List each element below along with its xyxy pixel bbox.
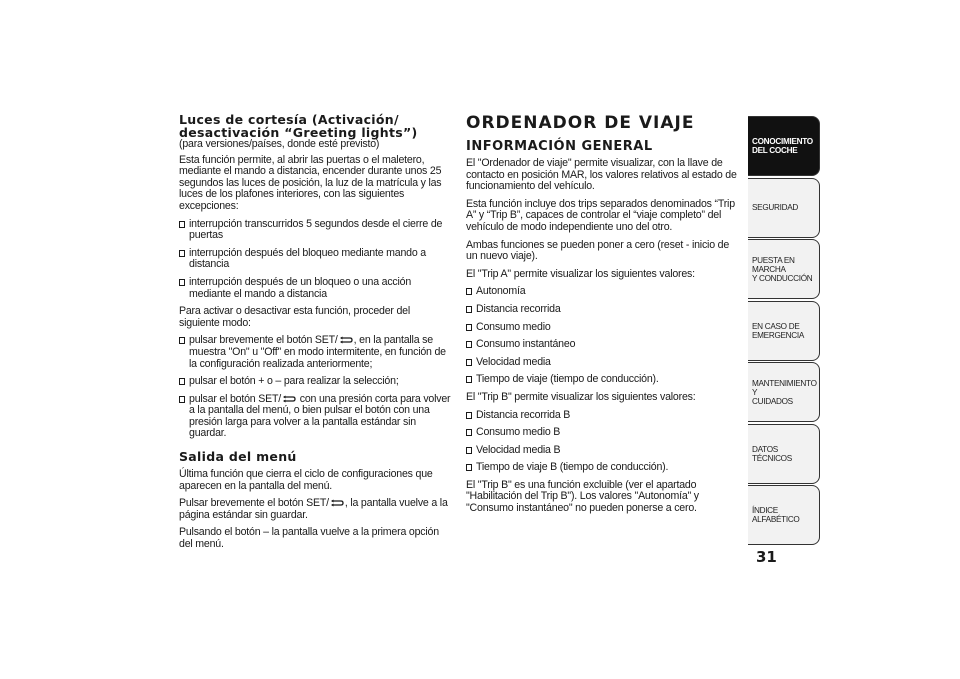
list-item-text: Tiempo de viaje (tiempo de conducción). bbox=[476, 373, 659, 386]
checkbox-bullet-icon bbox=[466, 306, 472, 313]
checkbox-bullet-icon bbox=[179, 250, 185, 257]
trip-a-intro: El "Trip A" permite visualizar los siguientes valores: bbox=[466, 267, 695, 280]
list-item-text: pulsar el botón SET/ bbox=[189, 392, 281, 405]
checkbox-bullet-icon bbox=[466, 429, 472, 436]
list-item-text: pulsar brevemente el botón SET/ bbox=[189, 334, 338, 347]
tab-label: SEGURIDAD bbox=[752, 203, 798, 212]
list-item bbox=[179, 219, 451, 242]
checkbox-bullet-icon bbox=[466, 359, 472, 366]
tab-label: Y CONDUCCIÓN bbox=[752, 273, 813, 283]
list-item-text: Tiempo de viaje B (tiempo de conducción). bbox=[476, 461, 669, 474]
list-item bbox=[466, 357, 740, 369]
exit-p2-start: Pulsar brevemente el botón SET/ bbox=[179, 497, 329, 510]
list-item-text: interrupción después de un bloqueo o una acción mediante el mando a distancia bbox=[189, 275, 412, 300]
list-item bbox=[466, 445, 740, 457]
section-title: ORDENADOR DE VIAJE bbox=[466, 113, 695, 133]
tab-datos-tecnicos[interactable] bbox=[748, 424, 820, 484]
list-item bbox=[179, 248, 451, 271]
general-info-title: INFORMACIÓN GENERAL bbox=[466, 139, 653, 154]
tab-conocimiento-del-coche[interactable] bbox=[748, 116, 820, 176]
tab-label: EMERGENCIA bbox=[752, 330, 805, 340]
list-item-text: Distancia recorrida B bbox=[476, 408, 571, 421]
list-item bbox=[466, 322, 740, 334]
tab-seguridad[interactable] bbox=[748, 178, 820, 238]
trip-b-intro: El "Trip B" permite visualizar los siguientes valores: bbox=[466, 390, 696, 403]
list-item-text: Velocidad media B bbox=[476, 443, 561, 456]
checkbox-bullet-icon bbox=[179, 221, 185, 228]
courtesy-title bbox=[179, 113, 451, 139]
list-item bbox=[466, 427, 740, 439]
courtesy-intro: Esta función permite, al abrir las puertas o el maletero, mediante el mando a distancia, encender durante unos 25 segundos las luces de posición, la luz de la matrícula y las luces de los plafones interiores, con las siguientes excepciones: bbox=[179, 153, 442, 212]
checkbox-bullet-icon bbox=[466, 376, 472, 383]
paragraph-2: Esta función incluye dos trips separados denominados “Trip A” y “Trip B”, capaces de controlar el “viaje completo” del vehículo de modo independiente uno del otro. bbox=[466, 197, 735, 233]
list-item bbox=[179, 277, 451, 300]
exit-menu-title: Salida del menú bbox=[179, 449, 297, 465]
tab-puesta-en-marcha[interactable] bbox=[748, 239, 820, 299]
tab-label: DEL COCHE bbox=[752, 146, 798, 155]
list-item bbox=[466, 286, 740, 298]
tab-mantenimiento[interactable] bbox=[748, 362, 820, 422]
tab-label: EN CASO DE bbox=[752, 321, 800, 331]
list-item-text: interrupción transcurridos 5 segundos desde el cierre de puertas bbox=[189, 217, 443, 242]
right-column bbox=[466, 113, 740, 521]
return-arrow-icon bbox=[329, 499, 345, 507]
left-column bbox=[179, 113, 451, 557]
tab-label: ÍNDICE ALFABÉTICO bbox=[752, 506, 800, 524]
tab-en-caso-de-emergencia[interactable] bbox=[748, 301, 820, 361]
return-arrow-icon bbox=[338, 336, 354, 344]
list-item bbox=[466, 462, 740, 474]
list-item-text: con una presión corta para volver a la pantalla del menú, o bien pulsar el botón con una presión larga para volver a la pantalla estándar sin guardar. bbox=[189, 392, 451, 440]
tab-label: PUESTA EN MARCHA bbox=[752, 255, 795, 274]
checkbox-bullet-icon bbox=[466, 412, 472, 419]
list-item-text: Consumo medio B bbox=[476, 426, 561, 439]
chapter-tabs bbox=[748, 116, 820, 547]
return-arrow-icon bbox=[281, 395, 297, 403]
list-item-text: Consumo instantáneo bbox=[476, 338, 576, 351]
tab-label: CONOCIMIENTO bbox=[752, 137, 813, 146]
list-item-text: Distancia recorrida bbox=[476, 302, 561, 315]
exit-p2-end: , la pantalla vuelve a la página estándar sin guardar. bbox=[179, 497, 448, 521]
checkbox-bullet-icon bbox=[179, 279, 185, 286]
list-item bbox=[179, 335, 451, 370]
list-item-text: Autonomía bbox=[476, 285, 526, 298]
list-item bbox=[466, 410, 740, 422]
exit-paragraph-2 bbox=[179, 498, 451, 521]
tab-label: CUIDADOS bbox=[752, 396, 793, 406]
checkbox-bullet-icon bbox=[466, 447, 472, 454]
tab-label: MANTENIMIENTO Y bbox=[752, 378, 817, 397]
tab-indice-alfabetico[interactable] bbox=[748, 485, 820, 545]
list-item bbox=[466, 339, 740, 351]
paragraph-1: El "Ordenador de viaje" permite visualizar, con la llave de contacto en posición MAR, los valores relativos al estado de funcionamiento del vehículo. bbox=[466, 157, 737, 193]
list-item bbox=[179, 376, 451, 388]
list-item-text: Velocidad media bbox=[476, 355, 551, 368]
checkbox-bullet-icon bbox=[179, 378, 185, 385]
list-item bbox=[179, 394, 451, 440]
list-item bbox=[466, 374, 740, 386]
list-item-text: interrupción después del bloqueo mediante mando a distancia bbox=[189, 246, 426, 271]
exit-paragraph-3: Pulsando el botón – la pantalla vuelve a la primera opción del menú. bbox=[179, 526, 439, 551]
exit-paragraph-1: Última función que cierra el ciclo de configuraciones que aparecen en la pantalla del menú. bbox=[179, 468, 433, 492]
checkbox-bullet-icon bbox=[466, 288, 472, 295]
courtesy-subtitle: (para versiones/países, donde esté previsto) bbox=[179, 138, 380, 150]
paragraph-3: Ambas funciones se pueden poner a cero (reset - inicio de un nuevo viaje). bbox=[466, 238, 730, 263]
courtesy-title-line2: desactivación “Greeting lights”) bbox=[179, 125, 418, 140]
trip-b-note: El "Trip B" es una función excluible (ver el apartado "Habilitación del Trip B"). Los valores "Autonomía" y "Consumo instantáneo" no pueden ponerse a cero. bbox=[466, 478, 699, 515]
list-item bbox=[466, 304, 740, 316]
tab-label: DATOS TÉCNICOS bbox=[752, 444, 792, 463]
page-number: 31 bbox=[756, 548, 777, 566]
checkbox-bullet-icon bbox=[466, 464, 472, 471]
list-item-text: Consumo medio bbox=[476, 320, 551, 333]
checkbox-bullet-icon bbox=[466, 341, 472, 348]
courtesy-title-line1: Luces de cortesía (Activación/ bbox=[179, 112, 399, 127]
checkbox-bullet-icon bbox=[179, 337, 185, 344]
checkbox-bullet-icon bbox=[466, 324, 472, 331]
checkbox-bullet-icon bbox=[179, 396, 185, 403]
activate-intro: Para activar o desactivar esta función, proceder del siguiente modo: bbox=[179, 305, 411, 329]
list-item-text: pulsar el botón + o – para realizar la selección; bbox=[189, 375, 399, 388]
list-item-text: , en la pantalla se muestra "On" u "Off" en modo intermitente, en función de la configuración realizada anteriormente; bbox=[189, 334, 446, 370]
